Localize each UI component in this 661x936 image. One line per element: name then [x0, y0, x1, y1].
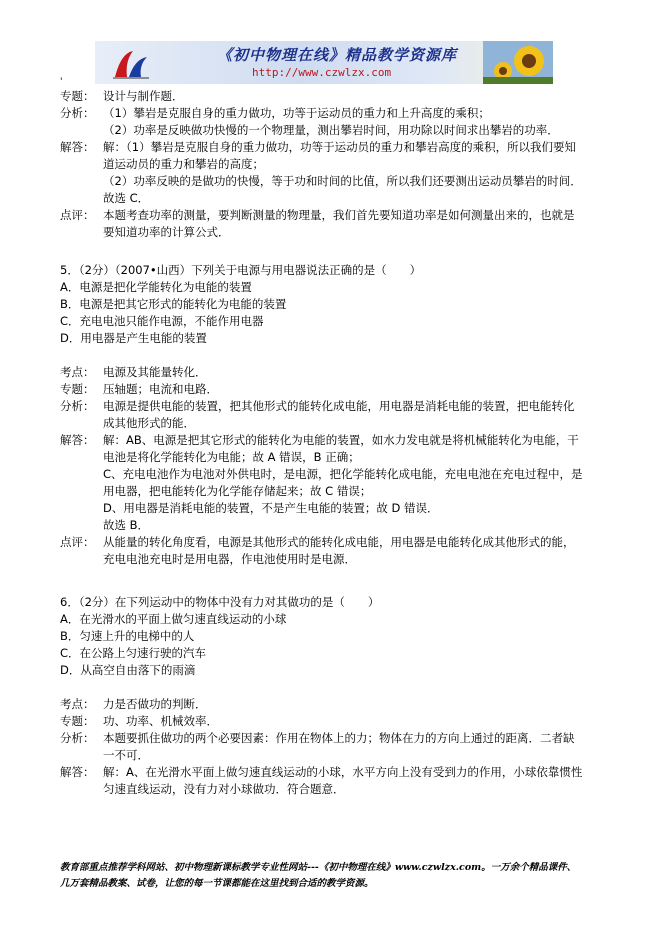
- prev-jieda-3: 故选 C．: [103, 191, 150, 205]
- label-jieda: 解答：: [60, 140, 95, 154]
- q5-jieda-2: C、充电电池作为电池对外供电时，是电源，把化学能转化成电能，充电电池在充电过程中，是: [103, 467, 583, 481]
- prev-solution: [60, 88, 600, 241]
- q5-kaodian: 电源及其能量转化．: [103, 365, 207, 379]
- prev-dianping-1: 本题考查功率的测量，要判断测量的物理量，我们首先要知道功率是如何测量出来的，也就是: [103, 208, 575, 222]
- q5-fenxi-2: 成其他形式的能．: [103, 416, 195, 430]
- label-kaodian: 考点：: [60, 365, 95, 379]
- page-footer: [60, 860, 600, 892]
- q5-jieda-2b: 用电器，把电能转化为化学能存储起来；故 C 错误；: [103, 484, 372, 498]
- banner-url[interactable]: http://www.czwlzx.com: [252, 66, 392, 79]
- footer-line-1: 教育部重点推荐学科网站、初中物理新课标教学专业性网站---《初中物理在线》www.czwlzx.com。一万余个精品课件、: [60, 862, 577, 873]
- q5-dianping-1: 从能量的转化角度看，电源是其他形式的能转化成电能，用电器是电能转化成其他形式的能，: [103, 535, 575, 549]
- q6-option-c: C．在公路上匀速行驶的汽车: [60, 646, 207, 660]
- label-fenxi: 分析：: [60, 106, 95, 120]
- q5-option-a: A．电源是把化学能转化为电能的装置: [60, 280, 252, 294]
- question-6: [60, 594, 600, 798]
- q6-fenxi-1: 本题要抓住做功的两个必要因素：作用在物体上的力；物体在力的方向上通过的距离．二者缺: [103, 731, 575, 745]
- site-logo-icon: [111, 47, 151, 81]
- q6-jieda-1b: 匀速直线运动，没有力对小球做功．符合题意．: [103, 782, 345, 796]
- q6-option-b: B．匀速上升的电梯中的人: [60, 629, 195, 643]
- q5-dianping-2: 充电电池充电时是用电器，作电池使用时是电源．: [103, 552, 356, 566]
- label-jieda: 解答：: [60, 433, 95, 447]
- label-jieda: 解答：: [60, 765, 95, 779]
- q5-jieda-3: D、用电器是消耗电能的装置，不是产生电能的装置；故 D 错误．: [103, 501, 439, 515]
- q5-option-b: B．电源是把其它形式的能转化为电能的装置: [60, 297, 287, 311]
- label-dianping: 点评：: [60, 208, 95, 222]
- label-zhuanti: 专题：: [60, 382, 95, 396]
- label-fenxi: 分析：: [60, 399, 95, 413]
- prev-jieda-2: （2）功率反映的是做功的快慢，等于功和时间的比值，所以我们还要测出运动员攀岩的时间．: [103, 174, 582, 188]
- prev-jieda-1b: 道运动员的重力和攀岩的高度；: [103, 157, 264, 171]
- q6-jieda-1: 解：A、在光滑水平面上做匀速直线运动的小球，水平方向上没有受到力的作用，小球依靠惯性: [103, 765, 583, 779]
- q5-jieda-4: 故选 B．: [103, 518, 150, 532]
- q5-zhuanti: 压轴题；电流和电路．: [103, 382, 218, 396]
- prev-jieda-1: 解：（1）攀岩是克服自身的重力做功，功等于运动员的重力和攀岩高度的乘积，所以我们要知: [103, 140, 577, 154]
- q5-option-d: D．用电器是产生电能的装置: [60, 331, 207, 345]
- label-zhuanti: 专题：: [60, 714, 95, 728]
- label-fenxi: 分析：: [60, 731, 95, 745]
- label-dianping: 点评：: [60, 535, 95, 549]
- q6-option-a: A．在光滑水的平面上做匀速直线运动的小球: [60, 612, 287, 626]
- sunflower-icon: [483, 41, 553, 84]
- stray-mark: ': [60, 77, 63, 87]
- q5-fenxi-1: 电源是提供电能的装置，把其他形式的能转化成电能，用电器是消耗电能的装置，把电能转化: [103, 399, 575, 413]
- label-zhuanti: 专题：: [60, 89, 95, 103]
- prev-zhuanti: 设计与制作题．: [103, 89, 184, 103]
- q6-stem: 6．（2分）在下列运动中的物体中没有力对其做功的是（ ）: [60, 595, 380, 609]
- banner-title: 《初中物理在线》精品教学资源库: [217, 46, 458, 64]
- prev-dianping-2: 要知道功率的计算公式．: [103, 225, 230, 239]
- q5-jieda-1b: 电池是将化学能转化为电能；故 A 错误，B 正确；: [103, 450, 360, 464]
- prev-fenxi-2: （2）功率是反映做功快慢的一个物理量，测出攀岩时间，用功除以时间求出攀岩的功率．: [103, 123, 559, 137]
- q6-option-d: D．从高空自由落下的雨滴: [60, 663, 196, 677]
- q5-option-c: C．充电电池只能作电源，不能作用电器: [60, 314, 264, 328]
- header-banner: [95, 41, 553, 84]
- prev-fenxi-1: （1）攀岩是克服自身的重力做功，功等于运动员的重力和上升高度的乘积；: [103, 106, 490, 120]
- question-5: [60, 262, 600, 568]
- footer-line-2: 几万套精品教案、试卷，让您的每一节课都能在这里找到合适的教学资源。: [60, 878, 374, 889]
- label-kaodian: 考点：: [60, 697, 95, 711]
- q6-fenxi-2: 一不可．: [103, 748, 149, 762]
- q6-zhuanti: 功、功率、机械效率．: [103, 714, 218, 728]
- q5-stem: 5．（2分）（2007•山西）下列关于电源与用电器说法正确的是（ ）: [60, 263, 422, 277]
- q6-kaodian: 力是否做功的判断．: [103, 697, 207, 711]
- q5-jieda-1: 解：AB、电源是把其它形式的能转化为电能的装置，如水力发电就是将机械能转化为电能，干: [103, 433, 579, 447]
